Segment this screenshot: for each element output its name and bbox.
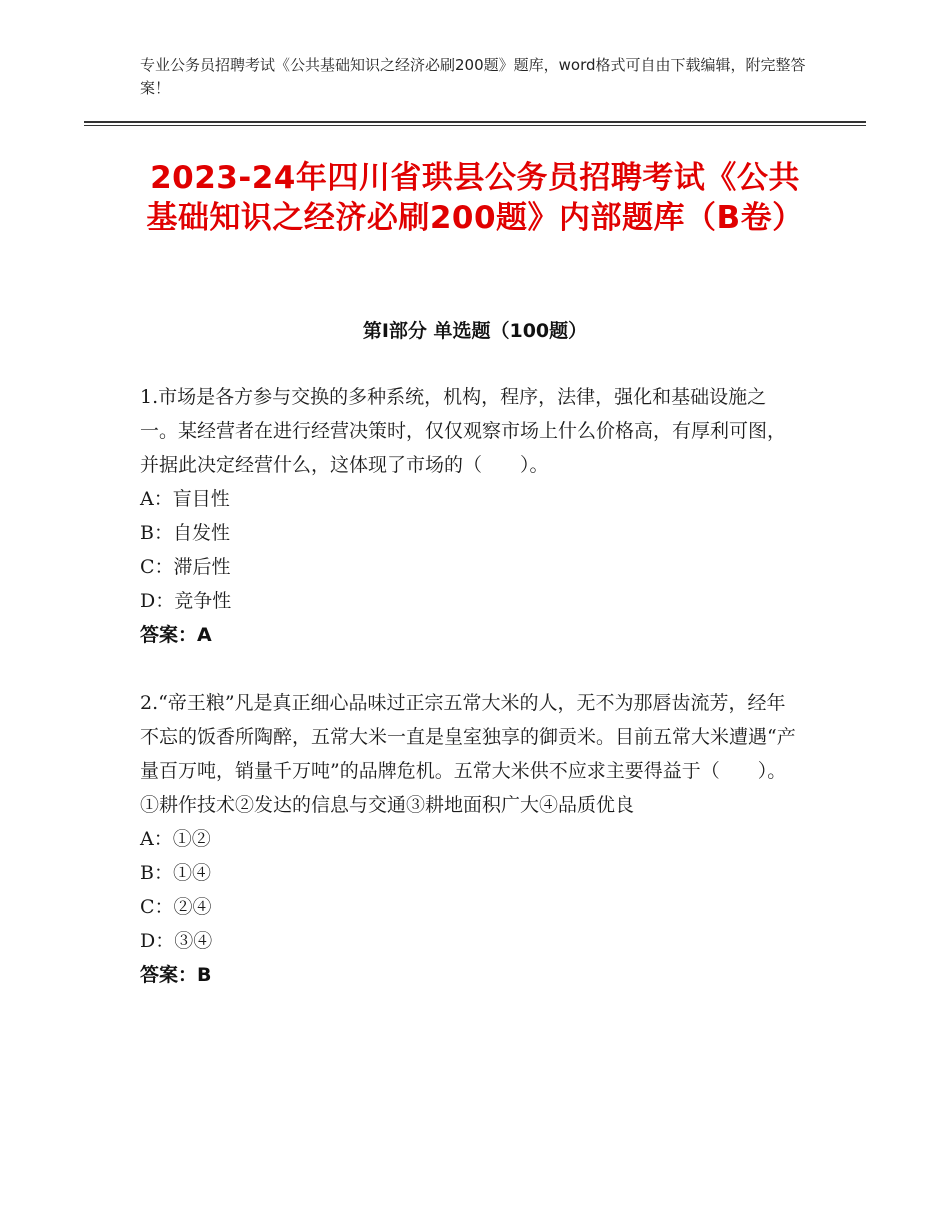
option-b: B：自发性 xyxy=(140,522,230,544)
question-2 xyxy=(140,686,800,992)
header-divider-thin xyxy=(84,125,866,126)
option-d: D：竞争性 xyxy=(140,590,232,612)
option-b: B：①④ xyxy=(140,862,211,884)
question-stem: 2.“帝王粮”凡是真正细心品味过正宗五常大米的人，无不为那唇齿流芳，经年不忘的饭香所陶醉，五常大米一直是皇室独享的御贡米。目前五常大米遭遇“产量百万吨，销量千万吨”的品牌危机。五常大米供不应求主要得益于（ ）。①耕作技术②发达的信息与交通③耕地面积广大④品质优良 xyxy=(140,692,796,816)
option-c: C：②④ xyxy=(140,896,212,918)
question-1 xyxy=(140,380,800,652)
option-c: C：滞后性 xyxy=(140,556,231,578)
section-title: 第I部分 单选题（100题） xyxy=(362,320,588,342)
answer: 答案：A xyxy=(140,624,212,646)
question-stem: 1.市场是各方参与交换的多种系统，机构，程序，法律，强化和基础设施之一。某经营者在进行经营决策时，仅仅观察市场上什么价格高，有厚利可图，并据此决定经营什么，这体现了市场的（ ）。 xyxy=(140,386,787,476)
option-a: A：盲目性 xyxy=(140,488,230,510)
answer: 答案：B xyxy=(140,964,212,986)
document-title: 2023-24年四川省珙县公务员招聘考试《公共基础知识之经济必刷200题》内部题库（B卷） xyxy=(146,160,804,236)
header-note: 专业公务员招聘考试《公共基础知识之经济必刷200题》题库，word格式可自由下载编辑，附完整答案！ xyxy=(140,56,806,97)
header-divider-thick xyxy=(84,121,866,123)
option-a: A：①② xyxy=(140,828,211,850)
option-d: D：③④ xyxy=(140,930,213,952)
